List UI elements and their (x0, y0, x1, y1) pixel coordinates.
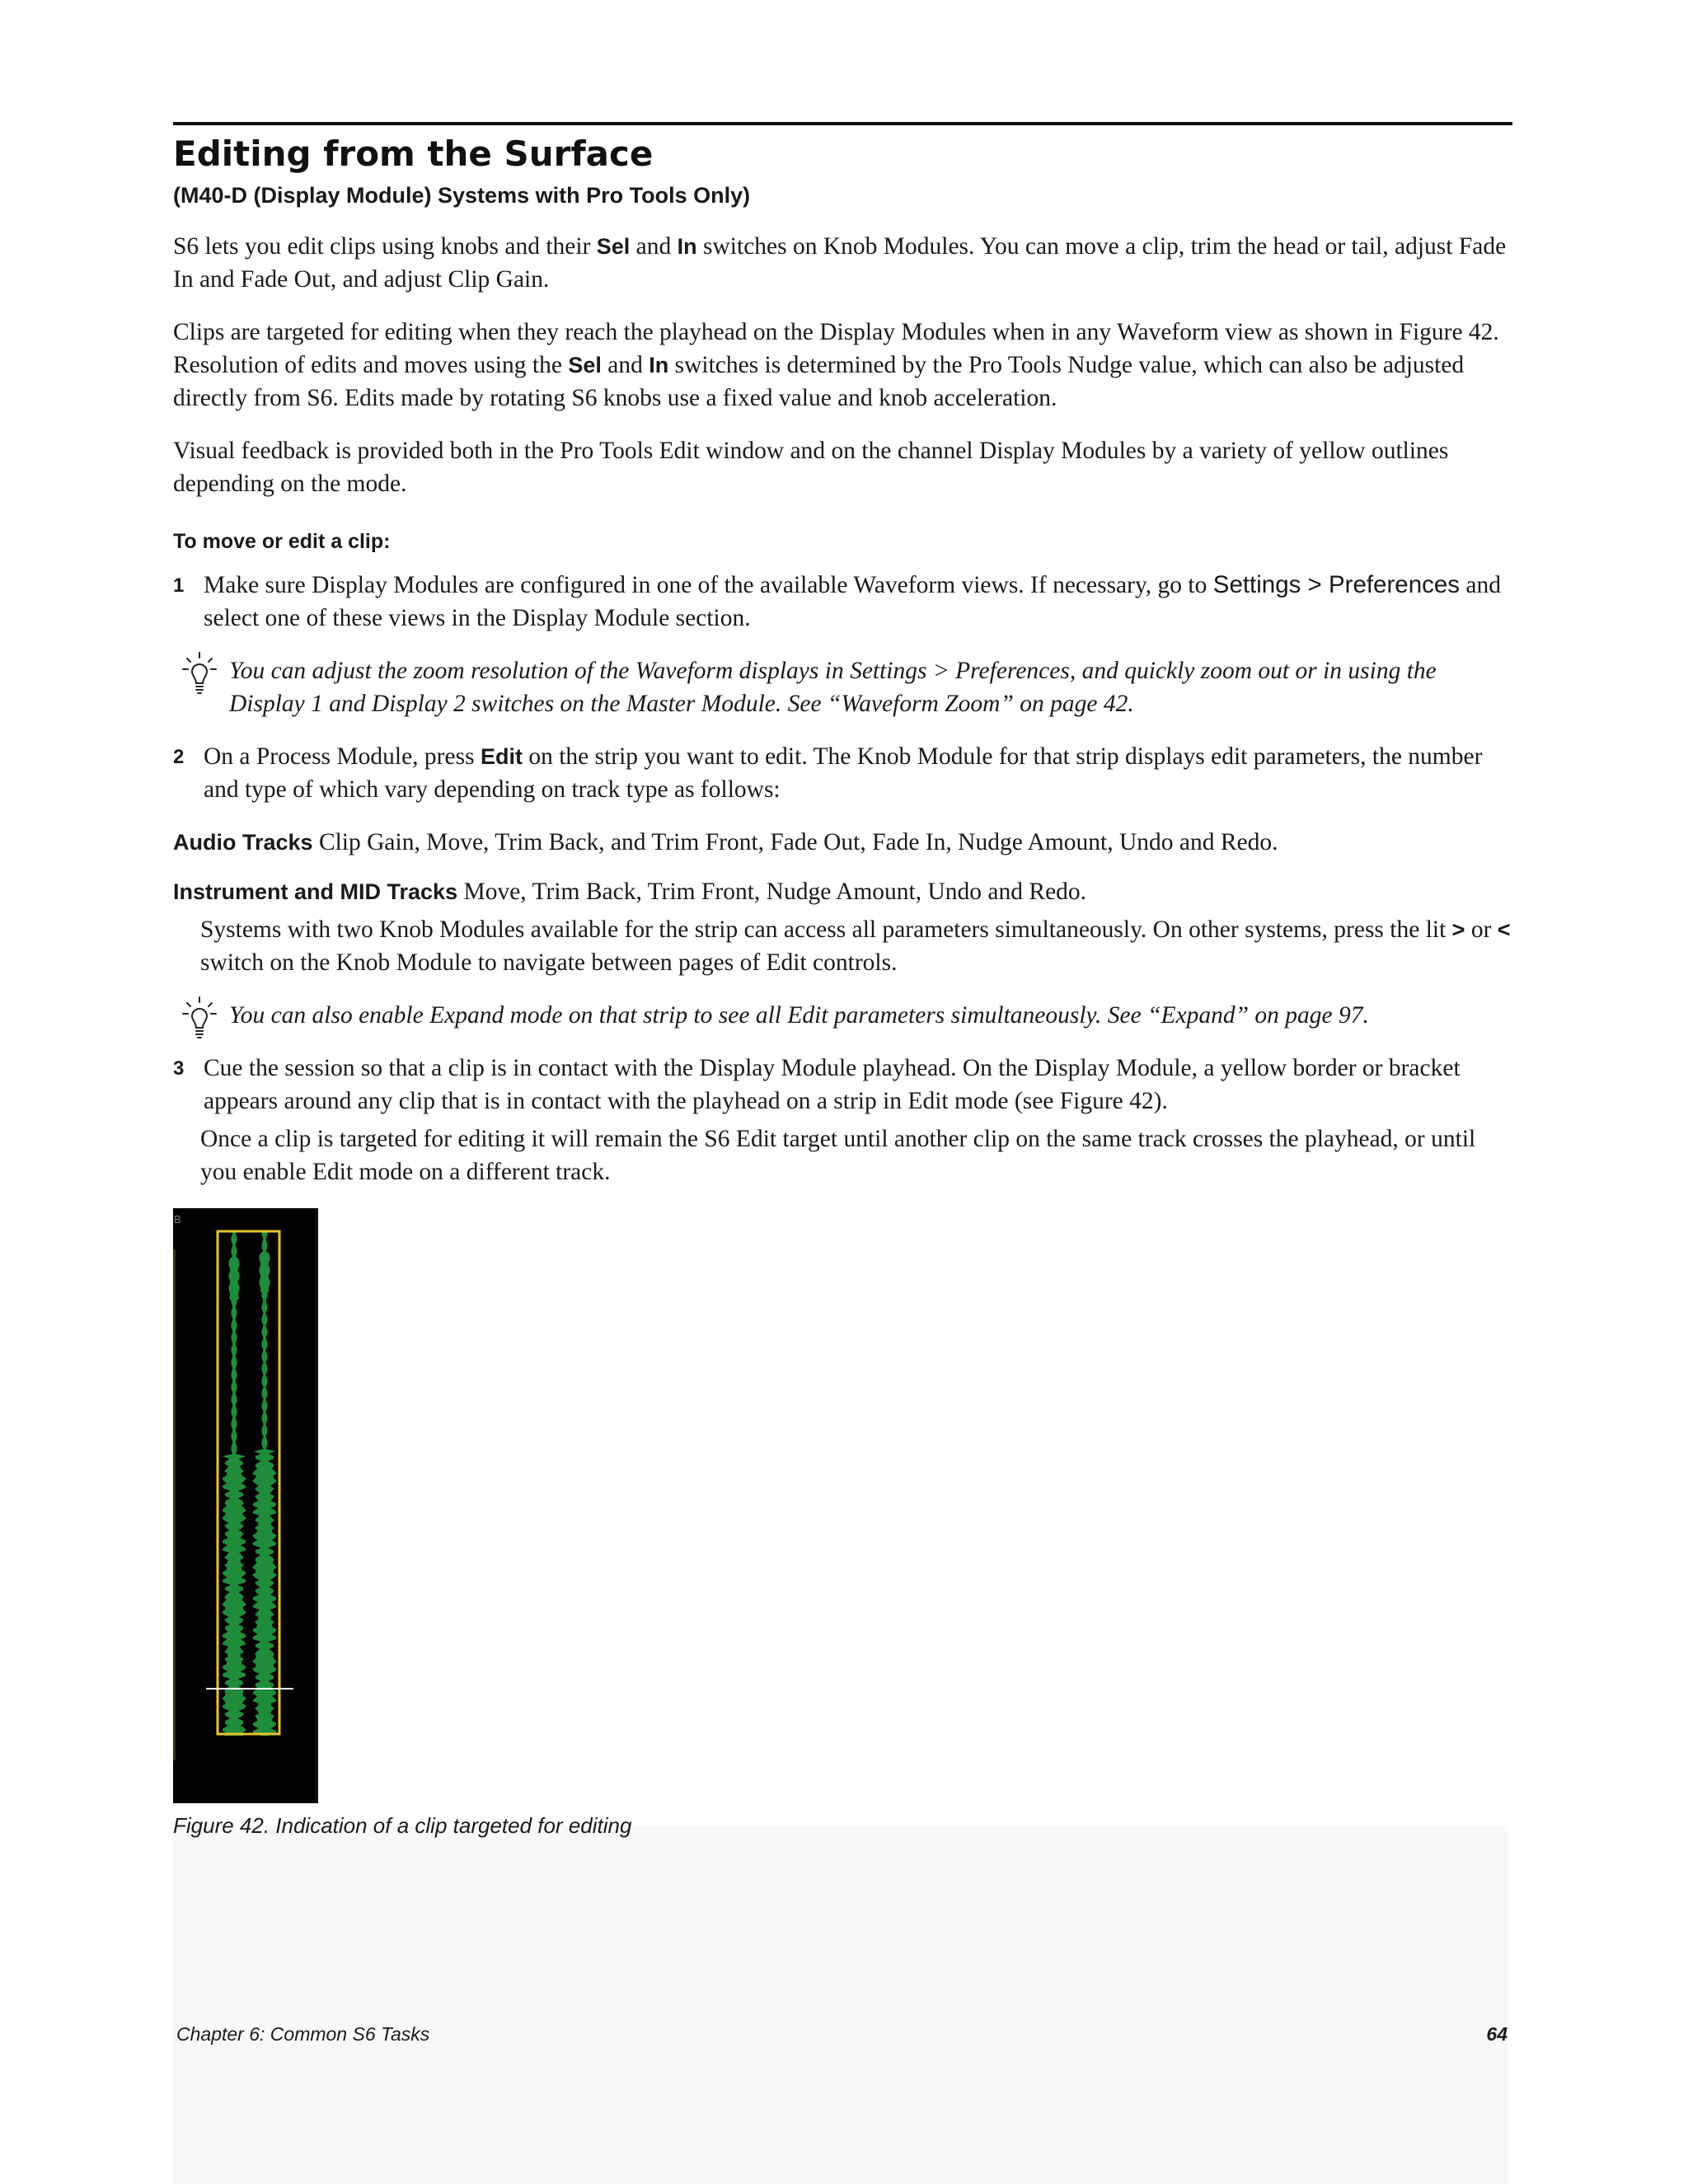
step-3: 3 Cue the session so that a clip is in contact with the Display Module playhead. On the Display Module, a yellow border or bracket appears around any clip that is in contact with the playhead on a strip in Edit mode (see Figure 42). (173, 1052, 1512, 1118)
waveform-channel-left (222, 1231, 246, 1736)
page-number: 64 (1486, 2023, 1507, 2045)
step-2-note: Systems with two Knob Modules available for the strip can access all parameters simultaneously. On other systems, press the lit > or < switch on the Knob Module to navigate between pages of Edit controls. (200, 916, 1511, 977)
tip-2: You can also enable Expand mode on that strip to see all Edit parameters simultaneously. See “Expand” on page 97. (173, 999, 1512, 1032)
step-number: 2 (173, 746, 185, 769)
page-footer (176, 2023, 1507, 2046)
sel-switch-term: Sel (568, 353, 602, 378)
page-shade (173, 1825, 1508, 2184)
step-2: 2 On a Process Module, press Edit on the strip you want to edit. The Knob Module for that strip displays edit parameters, the number and type of which vary depending on track type as follows: (173, 740, 1512, 806)
edit-switch-term: Edit (480, 744, 523, 770)
menu-path: Settings > Preferences (1212, 571, 1461, 599)
figure-42-display (173, 1208, 318, 1803)
instrument-tracks-params: Instrument and MID Tracks Move, Trim Back, Trim Front, Nudge Amount, Undo and Redo. (173, 879, 1087, 906)
waveform-channel-right (252, 1231, 277, 1736)
audio-tracks-label: Audio Tracks (173, 830, 313, 855)
audio-tracks-params: Audio Tracks Clip Gain, Move, Trim Back, and Trim Front, Fade Out, Fade In, Nudge Amount, Undo and Redo. (173, 829, 1278, 856)
figure-caption: Figure 42. Indication of a clip targeted for editing (173, 1813, 632, 1839)
figure-corner-label: B (174, 1213, 181, 1226)
step-number: 3 (173, 1057, 185, 1080)
footer-chapter: Chapter 6: Common S6 Tasks (176, 2023, 430, 2045)
procedure-title: To move or edit a clip: (173, 530, 391, 554)
step-1: 1 Make sure Display Modules are configured in one of the available Waveform views. If necessary, go to Settings > Preferences and select one of these views in the Display Module section. (173, 571, 1501, 632)
sel-switch-term: Sel (596, 234, 631, 260)
waveform-display (173, 1208, 318, 1803)
instrument-tracks-label: Instrument and MID Tracks (173, 879, 458, 905)
lightbulb-icon (181, 996, 218, 1045)
lightbulb-icon (181, 651, 218, 701)
page-subtitle: (M40-D (Display Module) Systems with Pro Tools Only) (173, 183, 751, 209)
page-title: Editing from the Surface (173, 134, 654, 174)
intro-paragraph-1: S6 lets you edit clips using knobs and their Sel and In switches on Knob Modules. You can move a clip, trim the head or tail, adjust Fade In and Fade Out, and adjust Clip Gain. (173, 233, 1507, 293)
in-switch-term: In (677, 234, 697, 260)
intro-paragraph-2: Clips are targeted for editing when they reach the playhead on the Display Modules when in any Waveform view as shown in Figure 42. Resolution of edits and moves using the Sel and In switches is determined by the Pro Tools Nudge value, which can also be adjusted directly from S6. Edits made by rotating S6 knobs use a fixed value and knob acceleration. (173, 319, 1499, 412)
intro-paragraph-3: Visual feedback is provided both in the Pro Tools Edit window and on the channel Display Modules by a variety of yellow outlines depending on the mode. (173, 438, 1449, 498)
tip-1: You can adjust the zoom resolution of the Waveform displays in Settings > Preferences, and quickly zoom out or in using the Display 1 and Display 2 switches on the Master Module. See “Waveform Zoom” on page 42. (173, 654, 1512, 720)
in-switch-term: In (649, 353, 669, 378)
header-rule (173, 122, 1512, 125)
step-3-note: Once a clip is targeted for editing it will remain the S6 Edit target until another clip on the same track crosses the playhead, or until you enable Edit mode on a different track. (200, 1126, 1476, 1186)
document-page (173, 122, 1512, 1839)
step-number: 1 (173, 574, 185, 598)
